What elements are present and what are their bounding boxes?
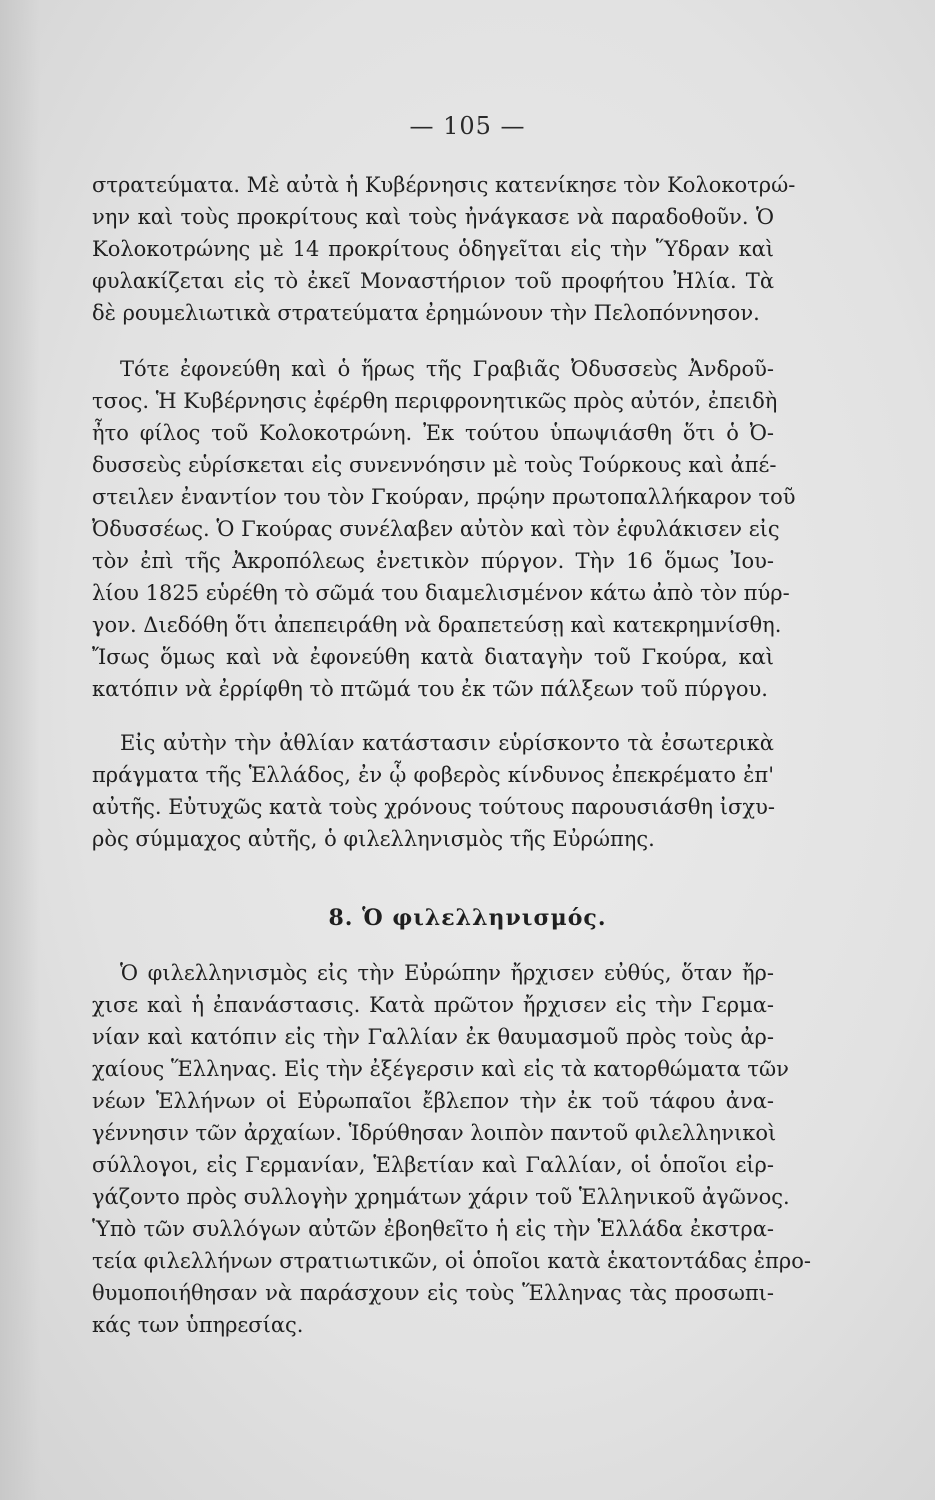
text-line: χισε καὶ ἡ ἐπανάστασις. Κατὰ πρῶτον ἤρχισεν εἰς τὴν Γερμα-	[92, 993, 774, 1017]
text-line: κάς των ὑπηρεσίας.	[92, 1313, 304, 1337]
text-line: Κολοκοτρώνης μὲ 14 προκρίτους ὁδηγεῖται εἰς τὴν Ὕδραν καὶ	[92, 237, 774, 261]
text-line: τεία φιλελλήνων στρατιωτικῶν, οἱ ὁποῖοι κατὰ ἑκατοντάδας ἐπρο-	[92, 1249, 811, 1273]
text-line: αὐτῆς. Εὐτυχῶς κατὰ τοὺς χρόνους τούτους παρουσιάσθη ἰσχυ-	[92, 795, 775, 819]
text-line: δὲ ρουμελιωτικὰ στρατεύματα ἐρημώνουν τὴν Πελοπόννησον.	[92, 301, 760, 325]
text-line: κατόπιν νὰ ἐρρίφθη τὸ πτῶμά του ἐκ τῶν πάλξεων τοῦ πύργου.	[92, 677, 768, 701]
text-line: γάζοντο πρὸς συλλογὴν χρημάτων χάριν τοῦ Ἑλληνικοῦ ἀγῶνος.	[92, 1185, 790, 1209]
text-line: λίου 1825 εὑρέθη τὸ σῶμά του διαμελισμένον κάτω ἀπὸ τὸν πύρ-	[92, 581, 790, 605]
text-line: νίαν καὶ κατόπιν εἰς τὴν Γαλλίαν ἐκ θαυμασμοῦ πρὸς τοὺς ἀρ-	[92, 1025, 774, 1049]
text-line: Ὀδυσσέως. Ὁ Γκούρας συνέλαβεν αὐτὸν καὶ τὸν ἐφυλάκισεν εἰς	[92, 517, 780, 541]
text-line: τὸν ἐπὶ τῆς Ἀκροπόλεως ἐνετικὸν πύργον. Τὴν 16 ὅμως Ἰου-	[92, 549, 774, 573]
text-line: νέων Ἑλλήνων οἱ Εὐρωπαῖοι ἔβλεπον τὴν ἐκ τοῦ τάφου ἀνα-	[92, 1089, 774, 1113]
text-line: Ἴσως ὅμως καὶ νὰ ἐφονεύθη κατὰ διαταγὴν τοῦ Γκούρα, καὶ	[92, 645, 774, 669]
text-line: γον. Διεδόθη ὅτι ἀπεπειράθη νὰ δραπετεύσῃ καὶ κατεκρημνίσθη.	[92, 613, 782, 637]
section-heading: 8. Ὁ φιλελληνισμός.	[328, 905, 607, 931]
text-line: γέννησιν τῶν ἀρχαίων. Ἱδρύθησαν λοιπὸν παντοῦ φιλελληνικοὶ	[92, 1121, 777, 1145]
text-line: ἦτο φίλος τοῦ Κολοκοτρώνη. Ἐκ τούτου ὑπωψιάσθη ὅτι ὁ Ὀ-	[92, 421, 774, 445]
text-line: θυμοποιήθησαν νὰ παράσχουν εἰς τοὺς Ἕλληνας τὰς προσωπι-	[92, 1281, 774, 1305]
text-line: ρὸς σύμμαχος αὐτῆς, ὁ φιλελληνισμὸς τῆς Εὐρώπης.	[92, 827, 655, 851]
text-line: στρατεύματα. Μὲ αὐτὰ ἡ Κυβέρνησις κατενίκησε τὸν Κολοκοτρώ-	[92, 173, 796, 197]
text-line: Ὁ φιλελληνισμὸς εἰς τὴν Εὐρώπην ἤρχισεν εὐθύς, ὅταν ἤρ-	[120, 961, 774, 985]
text-line: πράγματα τῆς Ἑλλάδος, ἐν ᾧ φοβερὸς κίνδυνος ἐπεκρέματο ἐπ'	[92, 763, 774, 787]
text-line: Τότε ἐφονεύθη καὶ ὁ ἥρως τῆς Γραβιᾶς Ὀδυσσεὺς Ἀνδροῦ-	[120, 357, 774, 381]
text-line: τσος. Ἡ Κυβέρνησις ἐφέρθη περιφρονητικῶς πρὸς αὐτόν, ἐπειδὴ	[92, 389, 778, 413]
text-line: φυλακίζεται εἰς τὸ ἐκεῖ Μοναστήριον τοῦ προφήτου Ἠλία. Τὰ	[92, 269, 774, 293]
text-line: Εἰς αὐτὴν τὴν ἀθλίαν κατάστασιν εὑρίσκοντο τὰ ἐσωτερικὰ	[120, 731, 774, 755]
text-line: χαίους Ἕλληνας. Εἰς τὴν ἐξέγερσιν καὶ εἰς τὰ κατορθώματα τῶν	[92, 1057, 789, 1081]
text-line: στειλεν ἐναντίον του τὸν Γκούραν, πρῴην πρωτοπαλλήκαρον τοῦ	[92, 485, 796, 509]
page-number: — 105 —	[409, 112, 526, 140]
text-line: δυσσεὺς εὑρίσκεται εἰς συνεννόησιν μὲ τοὺς Τούρκους καὶ ἀπέ-	[92, 453, 777, 477]
text-line: Ὑπὸ τῶν συλλόγων αὐτῶν ἐβοηθεῖτο ἡ εἰς τὴν Ἑλλάδα ἐκστρα-	[92, 1217, 774, 1241]
text-line: νην καὶ τοὺς προκρίτους καὶ τοὺς ἠνάγκασε νὰ παραδοθοῦν. Ὁ	[92, 205, 774, 229]
text-line: σύλλογοι, εἰς Γερμανίαν, Ἑλβετίαν καὶ Γαλλίαν, οἱ ὁποῖοι εἰρ-	[92, 1153, 774, 1177]
